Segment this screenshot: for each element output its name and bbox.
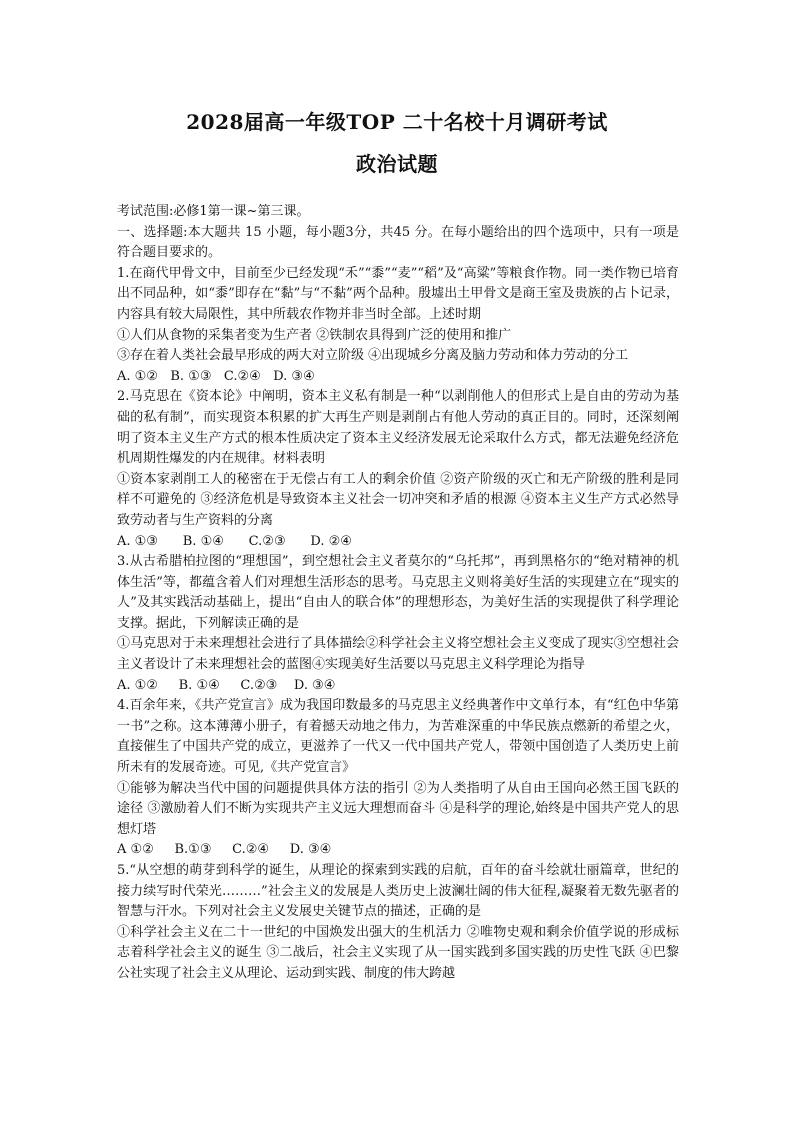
question-stem: 2.马克思在《资本论》中阐明，资本主义私有制是一种“以剥削他人的但形式上是自由的劳动为基础的私有制”，而实现资本积累的扩大再生产则是剥削占有他人劳动的真正目的。同时，还深刻阐明了资本主义生产方式的根本性质决定了资本主义经济发展无论采取什么方式，都无法避免经济危机周期性爆发的内在规律。材料表明 <box>117 389 679 467</box>
question-1 <box>117 264 679 388</box>
question-statements: ①人们从食物的采集者变为生产者 ②铁制农具得到广泛的使用和推广 <box>117 327 512 343</box>
question-statements: ①科学社会主义在二十一世纪的中国焕发出强大的生机活力 ②唯物史观和剩余价值学说的形成标志着科学社会主义的诞生 ③二战后，社会主义实现了从一国实践到多国实践的历史性飞跃 ④巴黎公社实现了社会主义从理论、运动到实践、制度的伟大跨越 <box>117 924 679 981</box>
section-instruction: 一、选择题:本大题共 15 小题，每小题3分，共45 分。在每小题给出的四个选项中，只有一项是符合题目要求的。 <box>117 224 679 261</box>
answer-options: A. ①② B. ①④ C.②③ D. ③④ <box>117 677 336 693</box>
question-3 <box>117 552 679 696</box>
exam-body <box>117 202 679 985</box>
answer-options: A ①② B.①③ C.②④ D. ③④ <box>117 842 332 858</box>
answer-options: A. ①② B. ①③ C.②④ D. ③④ <box>117 368 315 384</box>
question-2 <box>117 387 679 552</box>
question-statements: ①能够为解决当代中国的问题提供具体方法的指引 ②为人类指明了从自由王国向必然王国飞跃的途径 ③激励着人们不断为实现共产主义远大理想而奋斗 ④是科学的理论,始终是中国共产党人的思想灯塔 <box>117 780 679 837</box>
question-5 <box>117 861 679 985</box>
question-4 <box>117 696 679 861</box>
question-stem: 3.从古希腊柏拉图的“理想国”，到空想社会主义者莫尔的“乌托邦”，再到黑格尔的“绝对精神的机体生活”等，都蕴含着人们对理想生活形态的思考。马克思主义则将美好生活的实现建立在“现实的人”及其实践活动基础上，提出“自由人的联合体”的理想形态，为美好生活的实现提供了科学理论支撑。据此，下列解读正确的是 <box>117 554 679 631</box>
exam-subtitle: 政治试题 <box>356 152 438 176</box>
exam-scope: 考试范围:必修1第一课~第三课。 <box>117 204 310 219</box>
question-stem: 4.百余年来，《共产党宣言》成为我国印数最多的马克思主义经典著作中文单行本，有“红色中华第一书”之称。这本薄薄小册子，有着撼天动地之伟力，为苦难深重的中华民族点燃新的希望之火，直接催生了中国共产党的成立，更滋养了一代又一代中国共产党人，带领中国创造了人类历史上前所未有的发展奇迹。可见,《共产党宣言》 <box>117 698 679 776</box>
exam-title: 2028届高一年级TOP 二十名校十月调研考试 <box>186 110 608 134</box>
question-statements: ③存在着人类社会最早形成的两大对立阶级 ④出现城乡分离及脑力劳动和体力劳动的分工 <box>117 348 629 364</box>
question-statements: ①马克思对于未来理想社会进行了具体描绘②科学社会主义将空想社会主义变成了现实③空想社会主义者设计了未来理想社会的蓝图④实现美好生活要以马克思主义科学理论为指导 <box>117 636 679 673</box>
question-stem: 1.在商代甲骨文中，目前至少已经发现“禾”“黍”“麦”“稻”及“高粱”等粮食作物。同一类作物已培育出不同品种，如“黍”即存在“黏”与“不黏”两个品种。殷墟出土甲骨文是商王室及贵族的占卜记录，内容具有较大局限性，其中所载农作物并非当时全部。上述时期 <box>117 265 679 322</box>
question-statements: ①资本家剥削工人的秘密在于无偿占有工人的剩余价值 ②资产阶级的灭亡和无产阶级的胜利是同样不可避免的 ③经济危机是导致资本主义社会一切冲突和矛盾的根源 ④资本主义生产方式必然导致劳动者与生产资料的分离 <box>117 471 679 528</box>
question-stem: 5.“从空想的萌芽到科学的诞生，从理论的探索到实践的启航，百年的奋斗绘就壮丽篇章，世纪的接力续写时代荣光………”社会主义的发展是人类历史上波澜壮阔的伟大征程,凝聚着无数先驱者的智慧与汗水。下列对社会主义发展史关键节点的描述，正确的是 <box>117 863 679 920</box>
answer-options: A. ①③ B. ①④ C.②③ D. ②④ <box>117 533 352 549</box>
